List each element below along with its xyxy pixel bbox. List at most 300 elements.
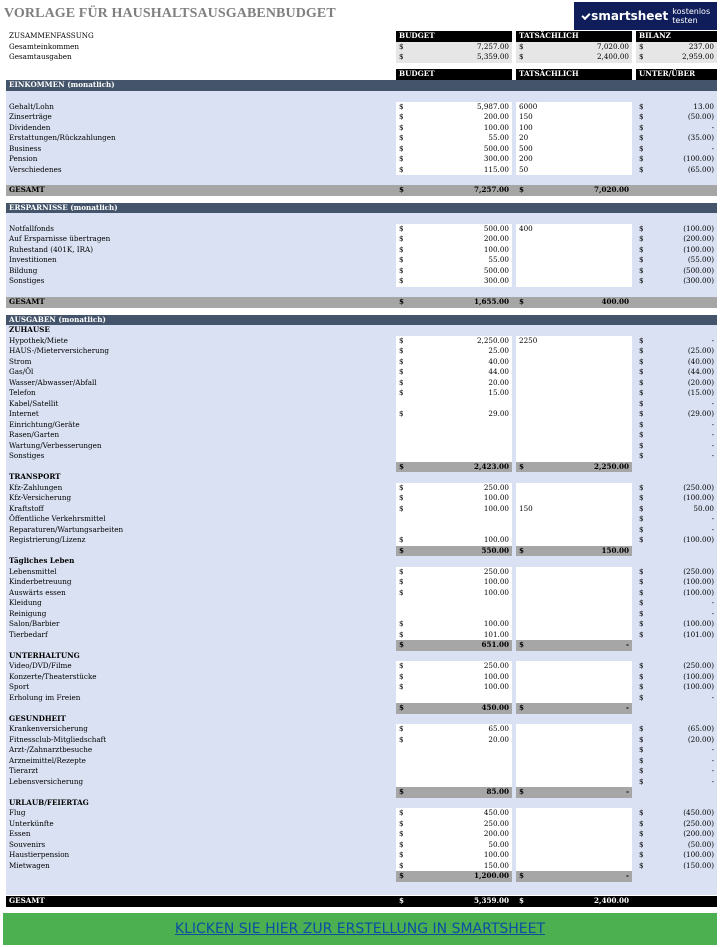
- expense-group-name: [9, 556, 389, 567]
- expense-budget-cell-value: 40.00: [488, 356, 509, 366]
- expense-actual-cell[interactable]: [516, 756, 632, 767]
- expense-budget-cell-value: 100.00: [483, 503, 509, 513]
- summary-header: [636, 31, 717, 42]
- savings-total-budget-currency: $: [399, 297, 405, 306]
- expense-budget-cell[interactable]: [396, 735, 512, 746]
- expense-row-label-text: Tierbedarf: [9, 629, 48, 639]
- expense-budget-cell[interactable]: [396, 766, 512, 777]
- expense-diff-cell-value: -: [711, 419, 714, 429]
- expense-row-label: [9, 861, 389, 872]
- smartsheet-trial-banner[interactable]: [574, 2, 717, 30]
- expense-budget-cell[interactable]: [396, 693, 512, 704]
- expense-budget-cell[interactable]: [396, 598, 512, 609]
- expense-subtotal-row: [6, 462, 717, 473]
- expense-diff-cell-value: (100.00): [683, 493, 714, 502]
- expense-group-header: [6, 651, 717, 662]
- expense-row-label-text: Reinigung: [9, 608, 47, 618]
- expense-diff-cell-value: (100.00): [683, 850, 714, 859]
- expense-budget-cell[interactable]: [396, 682, 512, 693]
- expense-row-label-text: Fitnessclub-Mitgliedschaft: [9, 734, 107, 744]
- savings-row-label: [9, 276, 389, 287]
- savings-actual-cell-value: 400: [519, 223, 533, 233]
- expense-actual-cell[interactable]: [516, 441, 632, 452]
- income-budget-cell-currency: $: [399, 143, 404, 153]
- column-header-text: BUDGET: [399, 69, 435, 78]
- income-budget-cell[interactable]: [396, 112, 512, 123]
- expense-budget-cell[interactable]: [396, 535, 512, 546]
- summary-actual-currency: $: [519, 52, 524, 61]
- expense-diff-cell: [636, 850, 717, 861]
- savings-budget-cell[interactable]: [396, 276, 512, 287]
- income-budget-cell[interactable]: [396, 165, 512, 176]
- column-header: [636, 69, 717, 80]
- savings-diff-cell-value: (200.00): [683, 234, 714, 243]
- expense-actual-cell-value: 150: [519, 503, 533, 513]
- summary-actual-value: 2,400.00: [596, 52, 629, 61]
- expense-budget-cell[interactable]: [396, 346, 512, 357]
- income-row-label: [9, 112, 389, 123]
- income-budget-cell-currency: $: [399, 133, 404, 142]
- expense-row: [6, 577, 717, 588]
- expense-actual-cell[interactable]: [516, 777, 632, 788]
- expense-actual-cell[interactable]: [516, 483, 632, 494]
- expense-budget-cell[interactable]: [396, 367, 512, 378]
- expense-row: [6, 756, 717, 767]
- expense-budget-cell-value: 450.00: [483, 808, 509, 817]
- expense-row-label: [9, 535, 389, 546]
- savings-row: [6, 224, 717, 235]
- expense-budget-cell[interactable]: [396, 619, 512, 630]
- expense-subtotal-budget: [396, 462, 512, 473]
- expense-budget-cell[interactable]: [396, 514, 512, 525]
- income-actual-cell[interactable]: [516, 123, 632, 134]
- expense-actual-cell[interactable]: [516, 336, 632, 347]
- expense-budget-cell[interactable]: [396, 819, 512, 830]
- expense-row: [6, 724, 717, 735]
- expense-diff-cell: [636, 357, 717, 368]
- expense-row-label-text: Flug: [9, 808, 26, 817]
- expense-row-label-text: Kabel/Satellit: [9, 398, 59, 408]
- expense-subtotal-actual-currency: $: [519, 640, 525, 649]
- expense-budget-cell-value: 250.00: [483, 818, 509, 828]
- income-diff-cell-currency: $: [639, 164, 644, 174]
- expense-subtotal-budget-value: 550.00: [481, 545, 509, 555]
- expense-subtotal-row: [6, 871, 717, 882]
- expense-diff-cell: [636, 808, 717, 819]
- savings-budget-cell-currency: $: [399, 265, 404, 275]
- summary-budget-value: 7,257.00: [476, 41, 509, 51]
- expense-group-name: [9, 714, 389, 725]
- expense-subtotal-actual-value: -: [626, 703, 629, 712]
- expense-subtotal-actual-currency: $: [519, 461, 525, 471]
- expense-actual-cell[interactable]: [516, 388, 632, 399]
- savings-diff-cell-currency: $: [639, 276, 644, 285]
- expenses-title: [9, 315, 509, 326]
- income-budget-cell-currency: $: [399, 112, 404, 121]
- expense-budget-cell[interactable]: [396, 409, 512, 420]
- expense-row-label: [9, 399, 389, 410]
- expense-row-label: [9, 661, 389, 672]
- expenses-total-label: [9, 896, 309, 907]
- expense-diff-cell-currency: $: [639, 367, 644, 376]
- expense-actual-cell[interactable]: [516, 619, 632, 630]
- expense-actual-cell[interactable]: [516, 535, 632, 546]
- expense-actual-cell[interactable]: [516, 735, 632, 746]
- expense-actual-cell[interactable]: [516, 451, 632, 462]
- expense-actual-cell[interactable]: [516, 514, 632, 525]
- expense-diff-cell-currency: $: [639, 346, 644, 355]
- expense-diff-cell: [636, 598, 717, 609]
- expense-actual-cell[interactable]: [516, 724, 632, 735]
- income-row: [6, 133, 717, 144]
- expense-actual-cell[interactable]: [516, 567, 632, 578]
- expense-budget-cell[interactable]: [396, 504, 512, 515]
- expense-budget-cell[interactable]: [396, 451, 512, 462]
- expense-subtotal-actual-value: -: [626, 640, 629, 649]
- expense-budget-cell-currency: $: [399, 682, 404, 691]
- expense-row: [6, 357, 717, 368]
- expense-budget-cell[interactable]: [396, 430, 512, 441]
- expense-row-label: [9, 598, 389, 609]
- expense-budget-cell-currency: $: [399, 839, 404, 849]
- income-diff-cell-currency: $: [639, 112, 644, 121]
- expense-row: [6, 745, 717, 756]
- expense-row-label-text: Kleidung: [9, 598, 42, 607]
- expense-budget-cell-currency: $: [399, 409, 404, 418]
- income-total-label: [9, 185, 309, 196]
- expense-actual-cell[interactable]: [516, 409, 632, 420]
- income-diff-cell-value: (35.00): [687, 133, 714, 142]
- expense-row-label: [9, 504, 389, 515]
- expense-budget-cell[interactable]: [396, 724, 512, 735]
- expense-budget-cell[interactable]: [396, 577, 512, 588]
- expense-diff-cell-value: -: [711, 398, 714, 408]
- expense-budget-cell[interactable]: [396, 745, 512, 756]
- expense-actual-cell[interactable]: [516, 504, 632, 515]
- expense-diff-cell-currency: $: [639, 388, 644, 397]
- column-header-text: TATSÄCHLICH: [519, 69, 579, 78]
- expense-actual-cell[interactable]: [516, 850, 632, 861]
- expense-row-label: [9, 735, 389, 746]
- expense-actual-cell[interactable]: [516, 399, 632, 410]
- expense-actual-cell[interactable]: [516, 661, 632, 672]
- expense-budget-cell[interactable]: [396, 336, 512, 347]
- expense-row-label-text: Video/DVD/Filme: [9, 661, 72, 670]
- expense-diff-cell: [636, 735, 717, 746]
- expense-actual-cell[interactable]: [516, 829, 632, 840]
- expense-row: [6, 735, 717, 746]
- expense-subtotal-row: [6, 640, 717, 651]
- expense-group-name: [9, 472, 389, 483]
- expense-actual-cell[interactable]: [516, 693, 632, 704]
- expense-budget-cell[interactable]: [396, 357, 512, 368]
- expense-diff-cell-value: -: [711, 745, 714, 754]
- savings-row: [6, 276, 717, 287]
- expense-subtotal-budget-currency: $: [399, 640, 405, 649]
- expense-diff-cell-currency: $: [639, 608, 644, 618]
- savings-actual-cell[interactable]: [516, 276, 632, 287]
- savings-row-label: [9, 245, 389, 256]
- expense-group-header: [6, 556, 717, 567]
- income-diff-cell-currency: $: [639, 101, 644, 111]
- expense-row-label-text: Kfz-Zahlungen: [9, 482, 63, 492]
- expense-actual-cell[interactable]: [516, 367, 632, 378]
- savings-budget-cell-value: 500.00: [483, 265, 509, 275]
- income-budget-cell[interactable]: [396, 133, 512, 144]
- expense-budget-cell-currency: $: [399, 587, 404, 597]
- expense-subtotal-actual: [516, 640, 632, 651]
- income-actual-cell[interactable]: [516, 165, 632, 176]
- expense-row: [6, 399, 717, 410]
- expense-budget-cell[interactable]: [396, 756, 512, 767]
- expenses-title-row: [6, 315, 717, 326]
- savings-diff-cell-value: (300.00): [683, 276, 714, 285]
- expense-actual-cell[interactable]: [516, 598, 632, 609]
- create-in-smartsheet-label: KLICKEN SIE HIER ZUR ERSTELLUNG IN SMARTSHEET: [174, 921, 546, 937]
- expense-row-label-text: Rasen/Garten: [9, 430, 60, 439]
- expense-row-label-text: Kinderbetreuung: [9, 577, 72, 586]
- expense-budget-cell[interactable]: [396, 399, 512, 410]
- expense-actual-cell[interactable]: [516, 357, 632, 368]
- expense-diff-cell: [636, 420, 717, 431]
- create-in-smartsheet-button[interactable]: [3, 913, 717, 945]
- expense-budget-cell-currency: $: [399, 629, 404, 639]
- expense-budget-cell[interactable]: [396, 672, 512, 683]
- expense-actual-cell[interactable]: [516, 808, 632, 819]
- expense-budget-cell[interactable]: [396, 420, 512, 431]
- income-actual-cell-value: 50: [519, 164, 529, 174]
- income-budget-cell[interactable]: [396, 123, 512, 134]
- expense-group-name-text: ZUHAUSE: [9, 325, 50, 334]
- expense-actual-cell[interactable]: [516, 745, 632, 756]
- expense-budget-cell[interactable]: [396, 378, 512, 389]
- expense-actual-cell[interactable]: [516, 493, 632, 504]
- expense-row: [6, 451, 717, 462]
- expense-budget-cell[interactable]: [396, 609, 512, 620]
- expense-subtotal-actual-value: 2,250.00: [593, 461, 629, 471]
- savings-row: [6, 234, 717, 245]
- expense-diff-cell: [636, 409, 717, 420]
- expense-budget-cell[interactable]: [396, 388, 512, 399]
- savings-budget-cell[interactable]: [396, 255, 512, 266]
- savings-diff-cell-currency: $: [639, 223, 644, 233]
- income-row-label-text: Gehalt/Lohn: [9, 101, 54, 111]
- expense-row-label-text: Erholung im Freien: [9, 692, 81, 702]
- expense-diff-cell-currency: $: [639, 818, 644, 828]
- expense-row: [6, 808, 717, 819]
- expense-budget-cell-currency: $: [399, 808, 404, 817]
- income-actual-cell-value: 6000: [519, 101, 538, 111]
- income-actual-cell[interactable]: [516, 144, 632, 155]
- savings-budget-cell-currency: $: [399, 244, 404, 254]
- expense-actual-cell[interactable]: [516, 588, 632, 599]
- expense-row-label: [9, 430, 389, 441]
- expense-subtotal-actual-value: -: [626, 871, 629, 880]
- income-diff-cell: [636, 144, 717, 155]
- income-budget-cell[interactable]: [396, 154, 512, 165]
- expense-row-label: [9, 409, 389, 420]
- expense-diff-cell-value: (101.00): [683, 629, 714, 639]
- income-actual-cell-value: 500: [519, 143, 533, 153]
- income-budget-cell[interactable]: [396, 102, 512, 113]
- expense-actual-cell[interactable]: [516, 609, 632, 620]
- expense-diff-cell: [636, 567, 717, 578]
- expense-budget-cell[interactable]: [396, 850, 512, 861]
- expense-budget-cell[interactable]: [396, 441, 512, 452]
- expense-row: [6, 483, 717, 494]
- expense-actual-cell[interactable]: [516, 420, 632, 431]
- expense-subtotal-budget-value: 2,423.00: [473, 461, 509, 471]
- savings-budget-cell[interactable]: [396, 224, 512, 235]
- expense-budget-cell[interactable]: [396, 588, 512, 599]
- expense-diff-cell-currency: $: [639, 524, 644, 534]
- expense-diff-cell-value: (40.00): [687, 356, 714, 366]
- expense-subtotal-budget-currency: $: [399, 787, 405, 796]
- expense-row: [6, 672, 717, 683]
- expense-diff-cell-value: -: [711, 440, 714, 450]
- expense-diff-cell-currency: $: [639, 766, 644, 775]
- expense-row-label-text: Tierarzt: [9, 766, 39, 775]
- expense-subtotal-actual-currency: $: [519, 787, 525, 796]
- savings-total-row: [6, 297, 717, 308]
- income-budget-cell[interactable]: [396, 144, 512, 155]
- expense-actual-cell[interactable]: [516, 577, 632, 588]
- expense-budget-cell[interactable]: [396, 808, 512, 819]
- expense-budget-cell-currency: $: [399, 346, 404, 355]
- expense-diff-cell-value: (250.00): [683, 566, 714, 576]
- expense-diff-cell: [636, 336, 717, 347]
- income-total-actual-currency: $: [519, 185, 525, 194]
- summary-header-text: BUDGET: [399, 31, 435, 40]
- savings-diff-cell-value: (100.00): [683, 244, 714, 254]
- column-header-text: UNTER/ÜBER: [639, 69, 696, 78]
- expense-group-name: [9, 798, 389, 809]
- summary-header-text: BILANZ: [639, 31, 671, 40]
- income-row: [6, 144, 717, 155]
- savings-row-label-text: Sonstiges: [9, 276, 45, 285]
- expense-diff-cell-currency: $: [639, 692, 644, 702]
- expense-row-label-text: Öffentliche Verkehrsmittel: [9, 514, 106, 523]
- savings-actual-cell[interactable]: [516, 224, 632, 235]
- savings-actual-cell[interactable]: [516, 266, 632, 277]
- check-logo-icon: [581, 10, 589, 22]
- expense-actual-cell[interactable]: [516, 819, 632, 830]
- expense-actual-cell[interactable]: [516, 525, 632, 536]
- savings-actual-cell[interactable]: [516, 245, 632, 256]
- income-budget-cell-currency: $: [399, 101, 404, 111]
- expense-diff-cell-currency: $: [639, 619, 644, 628]
- expense-diff-cell-currency: $: [639, 661, 644, 670]
- expense-budget-cell-value: 200.00: [483, 829, 509, 838]
- expense-budget-cell-value: 100.00: [483, 682, 509, 691]
- savings-actual-cell[interactable]: [516, 234, 632, 245]
- income-total-budget-currency: $: [399, 185, 405, 194]
- expense-group-header: [6, 472, 717, 483]
- expense-actual-cell[interactable]: [516, 430, 632, 441]
- expense-diff-cell-value: (100.00): [683, 671, 714, 681]
- summary-row-label-text: Gesamtausgaben: [9, 52, 72, 61]
- expense-actual-cell[interactable]: [516, 672, 632, 683]
- expense-subtotal-budget-currency: $: [399, 545, 405, 555]
- expense-budget-cell[interactable]: [396, 630, 512, 641]
- income-total-actual: [516, 185, 632, 196]
- expense-actual-cell[interactable]: [516, 861, 632, 872]
- expense-budget-cell-value: 100.00: [483, 493, 509, 502]
- expense-budget-cell[interactable]: [396, 483, 512, 494]
- expense-actual-cell[interactable]: [516, 630, 632, 641]
- expense-subtotal-actual-currency: $: [519, 703, 525, 712]
- expense-actual-cell[interactable]: [516, 766, 632, 777]
- expense-diff-cell-currency: $: [639, 430, 644, 439]
- expense-row: [6, 420, 717, 431]
- expense-actual-cell[interactable]: [516, 840, 632, 851]
- expense-row: [6, 441, 717, 452]
- expense-actual-cell[interactable]: [516, 346, 632, 357]
- savings-budget-cell[interactable]: [396, 245, 512, 256]
- expense-budget-cell[interactable]: [396, 777, 512, 788]
- savings-row: [6, 266, 717, 277]
- expense-budget-cell[interactable]: [396, 525, 512, 536]
- expense-budget-cell-value: 100.00: [483, 587, 509, 597]
- income-total-budget-value: 7,257.00: [473, 185, 509, 194]
- expense-row-label: [9, 756, 389, 767]
- expense-budget-cell[interactable]: [396, 661, 512, 672]
- income-actual-cell[interactable]: [516, 112, 632, 123]
- expense-budget-cell-value: 20.00: [488, 734, 509, 744]
- expense-row-label-text: Haustierpension: [9, 850, 70, 859]
- expense-row-label-text: Essen: [9, 829, 31, 838]
- savings-row-label-text: Investitionen: [9, 255, 57, 264]
- expense-row-label-text: Souvenirs: [9, 839, 46, 849]
- income-actual-cell[interactable]: [516, 133, 632, 144]
- expense-row-label-text: Unterkünfte: [9, 818, 54, 828]
- savings-row-label-text: Ruhestand (401K, IRA): [9, 244, 94, 254]
- income-budget-cell-value: 300.00: [483, 154, 509, 163]
- expense-budget-cell[interactable]: [396, 840, 512, 851]
- expense-budget-cell[interactable]: [396, 829, 512, 840]
- income-actual-cell[interactable]: [516, 154, 632, 165]
- expense-subtotal-actual: [516, 546, 632, 557]
- savings-actual-cell[interactable]: [516, 255, 632, 266]
- expense-diff-cell-currency: $: [639, 409, 644, 418]
- expense-diff-cell: [636, 577, 717, 588]
- income-total-row: [6, 185, 717, 196]
- expense-diff-cell-value: (15.00): [687, 388, 714, 397]
- expense-subtotal-row: [6, 703, 717, 714]
- income-row: [6, 102, 717, 113]
- expense-row-label: [9, 819, 389, 830]
- savings-budget-cell[interactable]: [396, 234, 512, 245]
- expense-diff-cell: [636, 619, 717, 630]
- expense-diff-cell: [636, 525, 717, 536]
- summary-balance-value: 2,959.00: [681, 52, 714, 61]
- income-actual-cell[interactable]: [516, 102, 632, 113]
- savings-diff-cell: [636, 276, 717, 287]
- expense-budget-cell[interactable]: [396, 567, 512, 578]
- expense-subtotal-budget-currency: $: [399, 703, 405, 712]
- expense-budget-cell[interactable]: [396, 493, 512, 504]
- income-diff-cell-value: -: [711, 143, 714, 153]
- expense-budget-cell-value: 15.00: [488, 388, 509, 397]
- expense-row: [6, 493, 717, 504]
- expense-actual-cell-value: 2250: [519, 335, 538, 345]
- savings-budget-cell[interactable]: [396, 266, 512, 277]
- summary-balance-currency: $: [639, 41, 644, 51]
- expense-actual-cell[interactable]: [516, 378, 632, 389]
- expense-actual-cell[interactable]: [516, 682, 632, 693]
- expense-row-label-text: Lebensversicherung: [9, 776, 84, 786]
- expense-budget-cell[interactable]: [396, 861, 512, 872]
